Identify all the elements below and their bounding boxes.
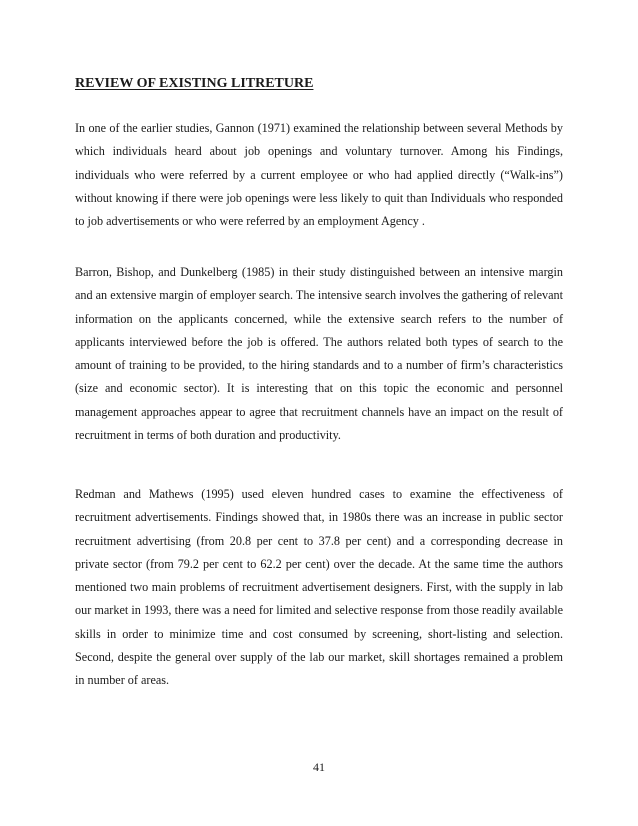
paragraph-barron: Barron, Bishop, and Dunkelberg (1985) in their study distinguished between an intensive margin and an extensive margin of employer search. The intensive search involves the gathering of relevant information on the applicants concerned, while the extensive search refers to the number of applicants interviewed before the job is offered. The authors related both types of search to the amount of training to be provided, to the hiring standards and to a number of firm’s characteristics (size and economic sector). It is interesting that on this topic the economic and personnel management approaches appear to agree that recruitment channels have an impact on the result of recruitment in terms of both duration and productivity.	[75, 265, 563, 443]
paragraph-redman: Redman and Mathews (1995) used eleven hundred cases to examine the effectiveness of recruitment advertisements. Findings showed that, in 1980s there was an increase in public sector recruitment advertising (from 20.8 per cent to 37.8 per cent) and a corresponding decrease in private sector (from 79.2 per cent to 62.2 per cent) over the decade. At the same time the authors mentioned two main problems of recruitment advertisement designers. First, with the supply in lab our market in 1993, there was a need for limited and selective response from those readily available skills in order to minimize time and cost consumed by screening, short-listing and selection. Second, despite the general over supply of the lab our market, skill shortages remained a problem in number of areas.	[75, 487, 563, 688]
section-heading: REVIEW OF EXISTING LITRETURE	[75, 76, 314, 91]
page-number: 41	[313, 760, 325, 774]
paragraph-gannon: In one of the earlier studies, Gannon (1971) examined the relationship between several Methods by which individuals heard about job openings and voluntary turnover. Among his Findings, individuals who were referred by a current employee or who had applied directly (“Walk-ins”) without knowing if there were job openings were less likely to quit than Individuals who responded to job advertisements or who were referred by an employment Agency .	[75, 121, 563, 229]
